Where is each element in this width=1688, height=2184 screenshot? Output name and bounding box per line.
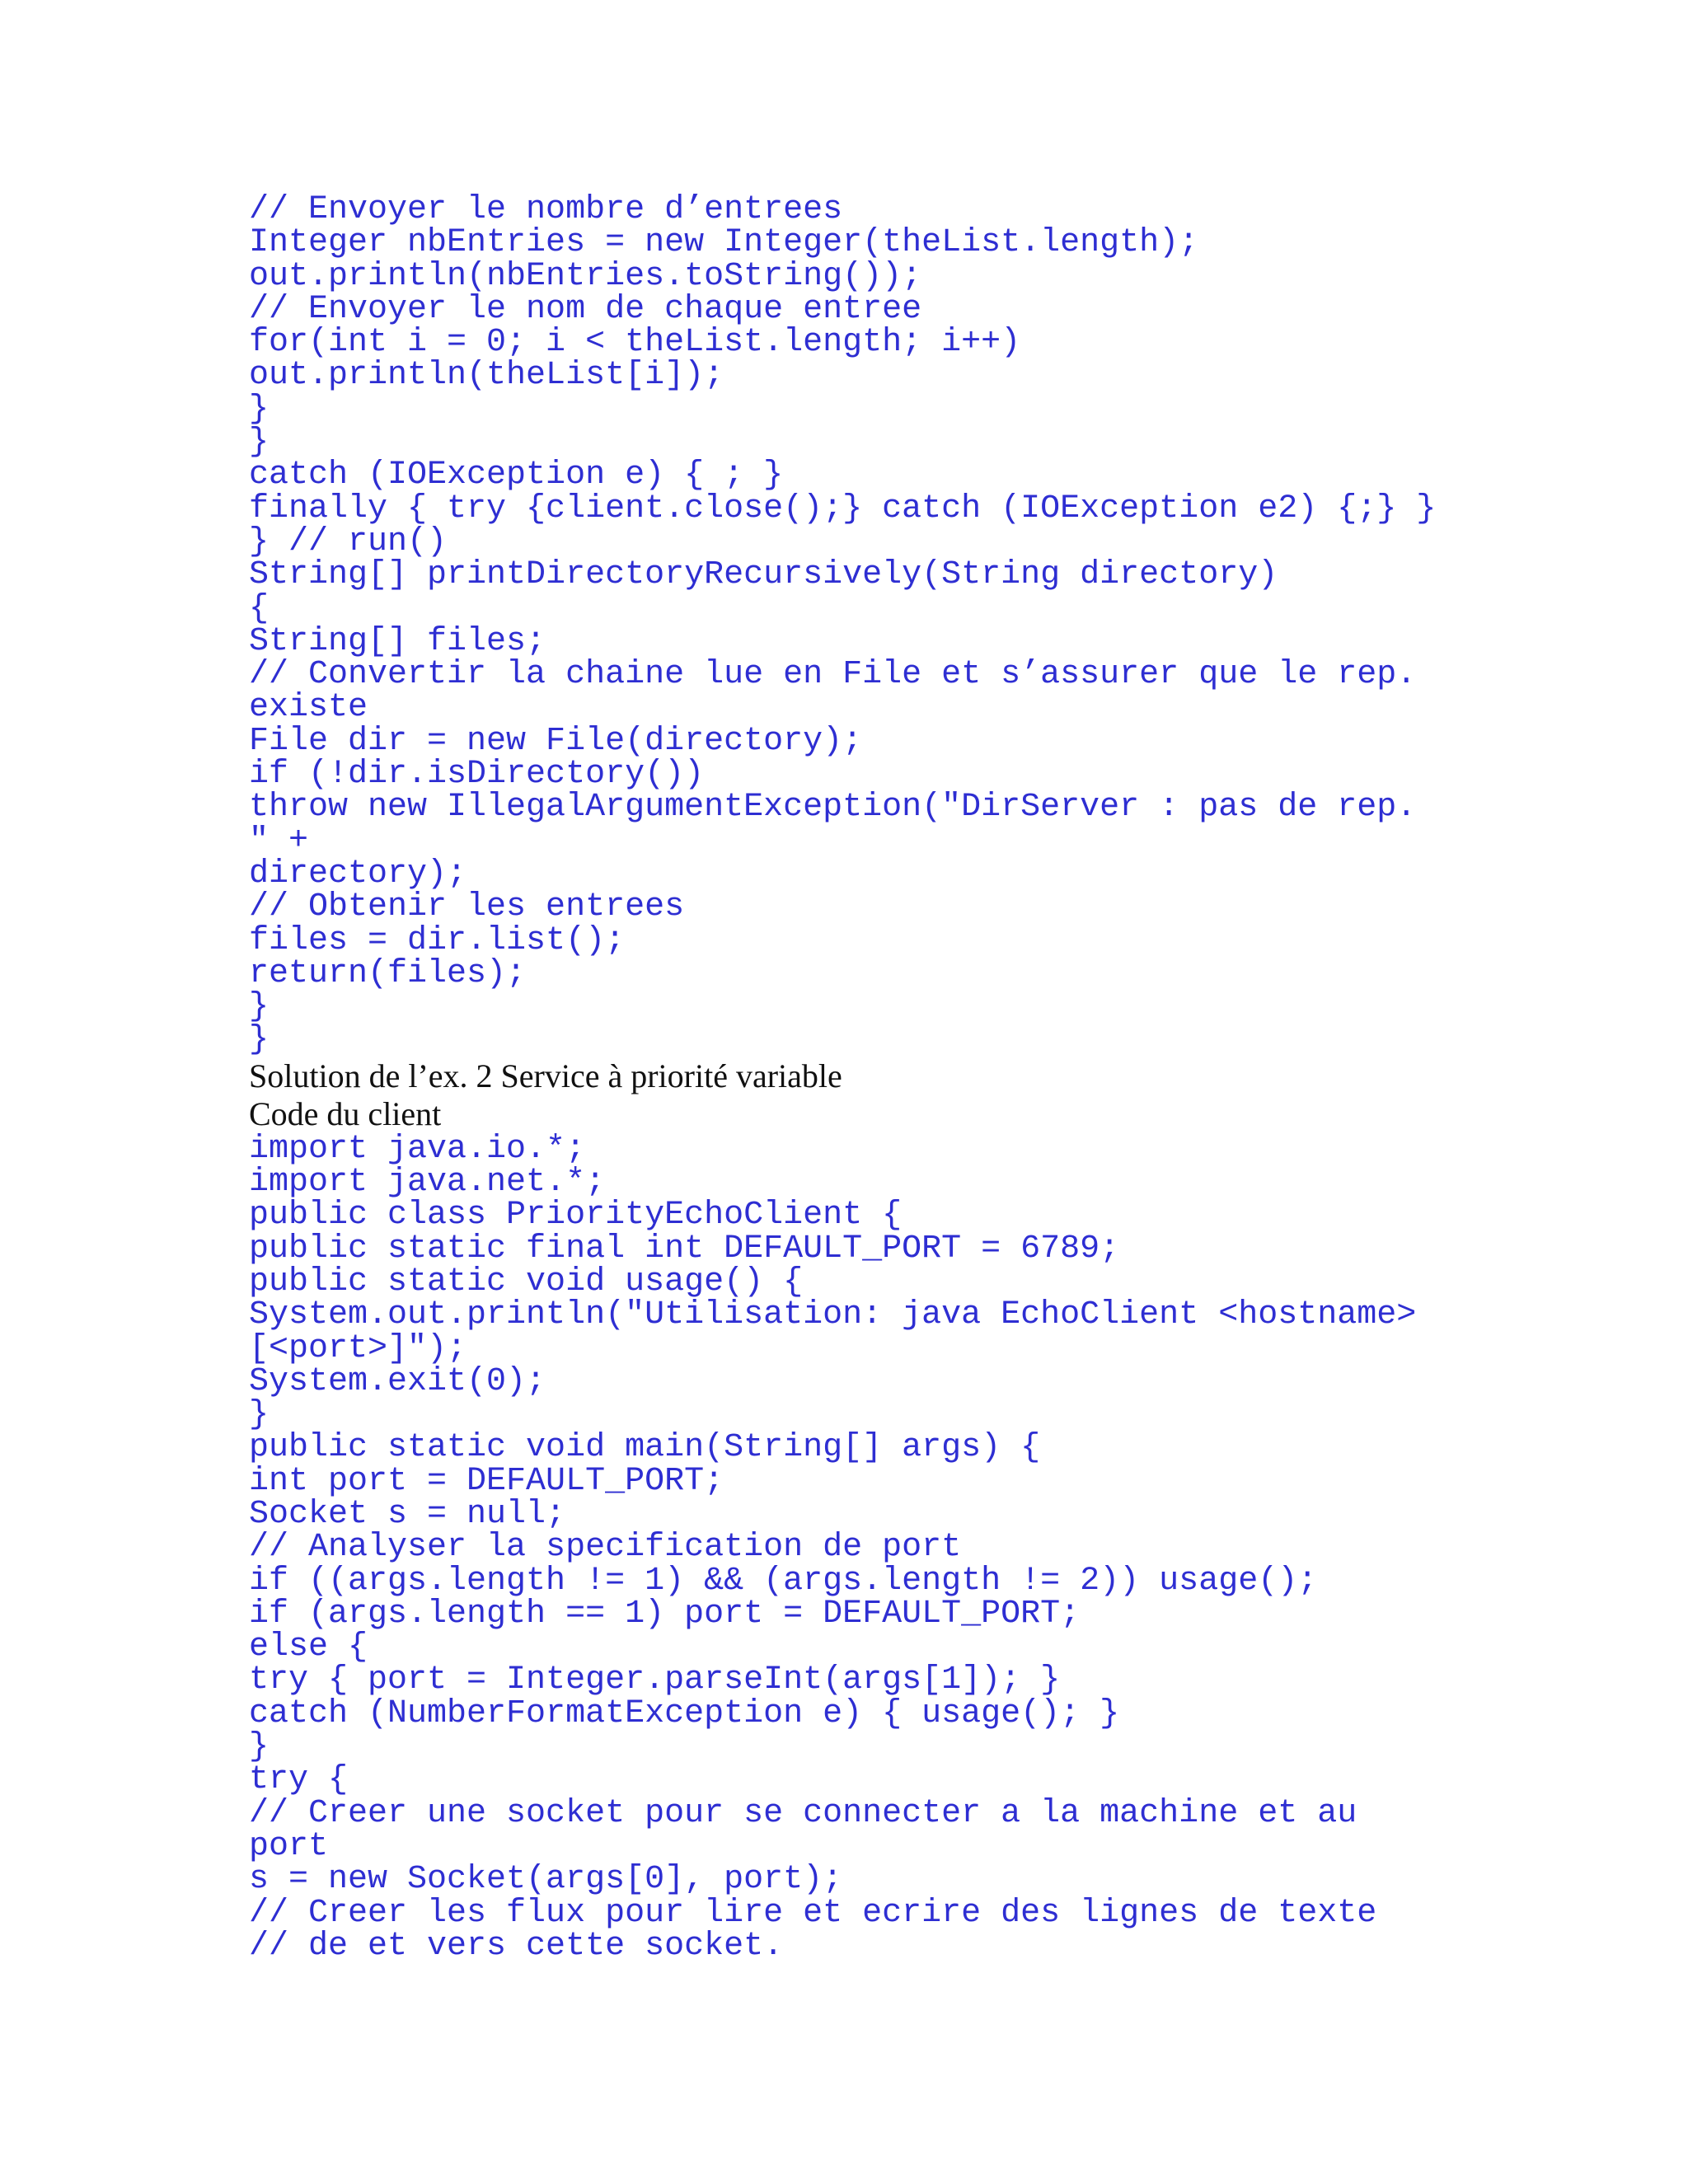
code-line: }: [249, 1021, 270, 1059]
code-line: out.println(nbEntries.toString());: [249, 257, 922, 295]
code-line: if (!dir.isDirectory()): [249, 756, 705, 794]
code-line: for(int i = 0; i < theList.length; i++): [249, 324, 1021, 362]
document-body: [249, 191, 1485, 1965]
code-block: [249, 1130, 1485, 1965]
code-line: files = dir.list();: [249, 921, 626, 959]
code-line: // Creer les flux pour lire et ecrire des lignes de texte: [249, 1894, 1377, 1932]
code-line: {: [249, 589, 270, 627]
code-line: }: [249, 1728, 270, 1766]
code-line: }: [249, 390, 270, 428]
code-line: // Creer une socket pour se connecter a la machine et au: [249, 1794, 1357, 1832]
code-line: public static final int DEFAULT_PORT = 6789;: [249, 1230, 1120, 1268]
prose-block: [249, 1057, 1485, 1133]
text-line: Code du client: [249, 1094, 442, 1132]
code-line: // Envoyer le nom de chaque entree: [249, 290, 922, 328]
code-line: existe: [249, 689, 368, 727]
code-line: // Analyser la specification de port: [249, 1529, 962, 1567]
code-block: [249, 191, 1485, 1059]
code-line: int port = DEFAULT_PORT;: [249, 1462, 724, 1500]
code-line: catch (NumberFormatException e) { usage(); }: [249, 1694, 1120, 1732]
code-line: Socket s = null;: [249, 1495, 566, 1533]
code-line: public static void usage() {: [249, 1263, 804, 1301]
code-line: Integer nbEntries = new Integer(theList.length);: [249, 224, 1199, 262]
code-line: out.println(theList[i]);: [249, 357, 724, 395]
code-line: File dir = new File(directory);: [249, 722, 863, 760]
code-line: String[] files;: [249, 622, 546, 660]
code-line: try { port = Integer.parseInt(args[1]); }: [249, 1661, 1061, 1699]
code-line: if (args.length == 1) port = DEFAULT_PORT;: [249, 1595, 1081, 1633]
code-line: throw new IllegalArgumentException("DirServer : pas de rep.: [249, 789, 1417, 827]
code-line: System.out.println("Utilisation: java EchoClient <hostname>: [249, 1296, 1417, 1334]
code-line: import java.net.*;: [249, 1164, 606, 1202]
code-line: s = new Socket(args[0], port);: [249, 1861, 843, 1899]
code-line: }: [249, 1396, 270, 1434]
code-line: try {: [249, 1761, 349, 1799]
code-line: System.exit(0);: [249, 1362, 546, 1400]
code-line: // de et vers cette socket.: [249, 1927, 784, 1965]
code-line: } // run(): [249, 523, 448, 560]
code-line: port: [249, 1827, 329, 1865]
code-line: finally { try {client.close();} catch (IOException e2) {;} }: [249, 490, 1437, 527]
code-line: directory);: [249, 855, 467, 893]
code-line: // Convertir la chaine lue en File et s’assurer que le rep.: [249, 656, 1417, 694]
code-line: [<port>]");: [249, 1329, 467, 1367]
code-line: return(files);: [249, 954, 527, 992]
code-line: " +: [249, 822, 309, 860]
code-line: public class PriorityEchoClient {: [249, 1197, 903, 1235]
code-line: // Envoyer le nombre d’entrees: [249, 191, 843, 228]
text-line: Solution de l’ex. 2 Service à priorité variable: [249, 1057, 842, 1094]
code-line: }: [249, 424, 270, 462]
code-line: public static void main(String[] args) {: [249, 1429, 1041, 1467]
code-line: }: [249, 988, 270, 1026]
code-line: import java.io.*;: [249, 1130, 586, 1168]
code-line: // Obtenir les entrees: [249, 888, 685, 926]
code-line: else {: [249, 1629, 368, 1666]
code-line: catch (IOException e) { ; }: [249, 457, 784, 494]
code-line: if ((args.length != 1) && (args.length != 2)) usage();: [249, 1562, 1318, 1600]
code-line: String[] printDirectoryRecursively(String directory): [249, 556, 1278, 594]
